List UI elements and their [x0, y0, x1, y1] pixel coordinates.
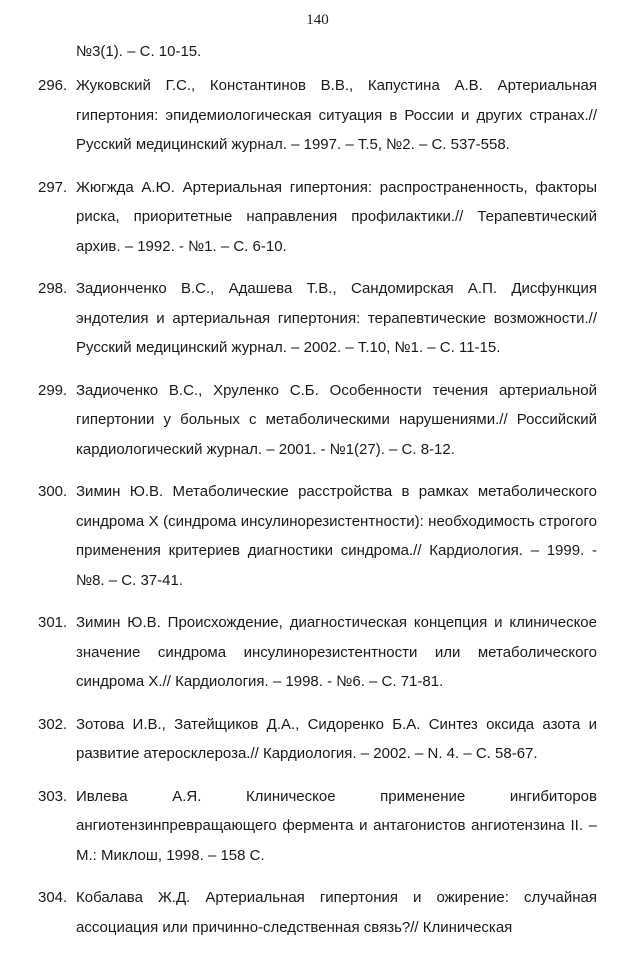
page-number: 140 — [306, 12, 329, 28]
reference-item — [0, 710, 635, 769]
reference-item — [0, 782, 635, 871]
reference-number: 298. — [38, 280, 68, 297]
reference-number: 304. — [38, 889, 68, 906]
reference-list — [0, 71, 635, 955]
reference-text: Жюгжда А.Ю. Артериальная гипертония: распространенность, факторы риска, приоритетные направления профилактики.// Терапевтический архив. – 1992. - №1. – С. 6-10. — [76, 178, 597, 255]
reference-number: 302. — [38, 715, 68, 733]
reference-number: 299. — [38, 381, 68, 399]
reference-number: 300. — [38, 483, 68, 500]
reference-text: Задиоченко В.С., Хруленко С.Б. Особенности течения артериальной гипертонии у больных с метаболическими нарушениями.// Российский кардиологический журнал. – 2001. - №1(27). – С. 8-12. — [76, 381, 597, 458]
reference-text: Жуковский Г.С., Константинов В.В., Капустина А.В. Артериальная гипертония: эпидемиологическая ситуация в России и других странах.// Русский медицинский журнал. – 1997. – Т.5, №2. – С. 537-558. — [76, 77, 597, 153]
reference-text: Ивлева А.Я. Клиническое применение ингибиторов ангиотензинпревращающего фермента и антагонистов ангиотензина II. – М.: Миклош, 1998. – 158 С. — [76, 787, 597, 864]
reference-continuation: №3(1). – С. 10-15. — [76, 43, 202, 60]
reference-item — [0, 608, 635, 697]
reference-text: Задионченко В.С., Адашева Т.В., Сандомирская А.П. Дисфункция эндотелия и артериальная гипертония: терапевтические возможности.// Русский медицинский журнал. – 2002. – Т.10, №1. – С. 11-15. — [76, 280, 597, 356]
reference-text: Зимин Ю.В. Происхождение, диагностическая концепция и клиническое значение синдрома инсулинорезистентности или метаболического синдрома X.// Кардиология. – 1998. - №6. – С. 71-81. — [76, 614, 597, 690]
reference-text: Зотова И.В., Затейщиков Д.А., Сидоренко Б.А. Синтез оксида азота и развитие атеросклероза.// Кардиология. – 2002. – N. 4. – С. 58-67. — [76, 715, 597, 762]
reference-number: 303. — [38, 787, 68, 805]
reference-item — [0, 883, 635, 942]
reference-item — [0, 173, 635, 262]
reference-text: Кобалава Ж.Д. Артериальная гипертония и ожирение: случайная ассоциация или причинно-следственная связь?// Клиническая — [76, 889, 597, 936]
reference-number: 297. — [38, 178, 68, 196]
reference-item — [0, 477, 635, 595]
reference-number: 301. — [38, 614, 68, 631]
reference-item — [0, 274, 635, 363]
reference-item — [0, 376, 635, 465]
reference-text: Зимин Ю.В. Метаболические расстройства в рамках метаболического синдрома X (синдрома инсулинорезистентности): необходимость строгого применения критериев диагностики синдрома.// Кардиология. – 1999. - №8. – С. 37-41. — [76, 483, 597, 589]
reference-item — [0, 71, 635, 160]
reference-number: 296. — [38, 77, 68, 94]
